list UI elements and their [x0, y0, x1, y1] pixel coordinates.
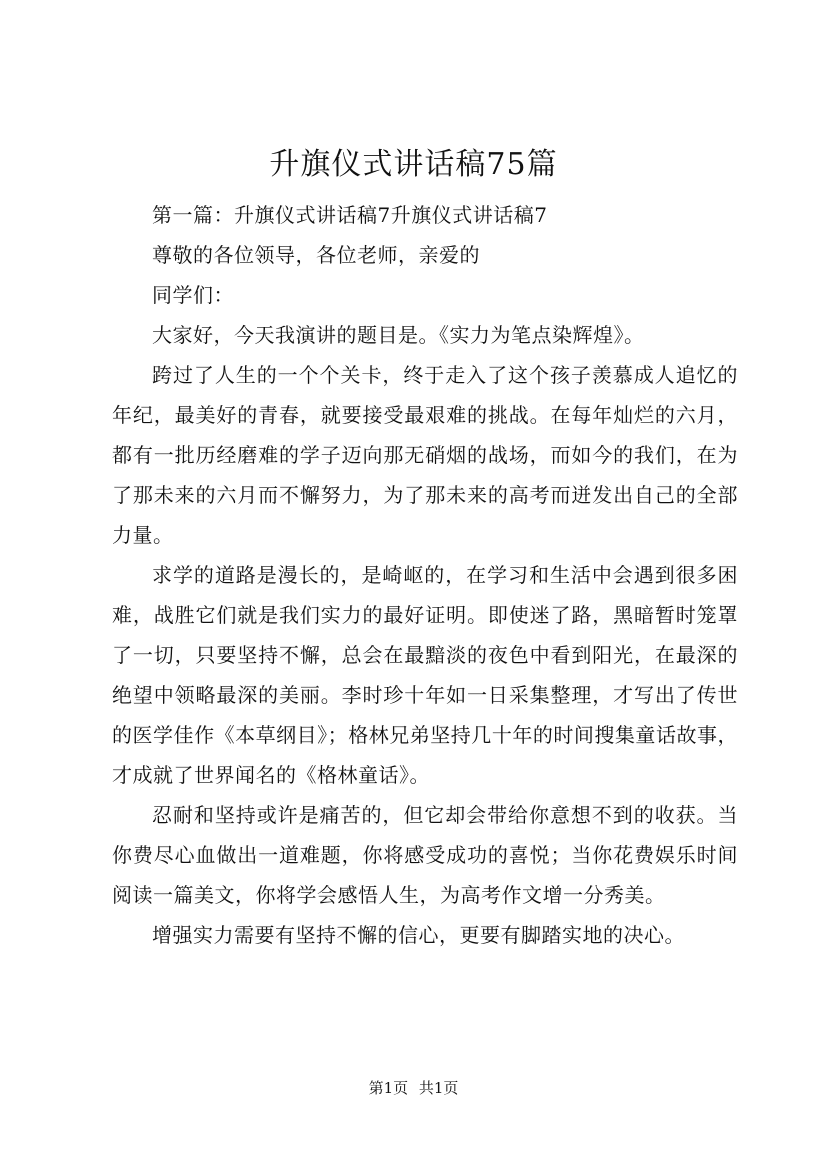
document-title: 升旗仪式讲话稿75篇	[269, 147, 558, 182]
section-heading: 第一篇：升旗仪式讲话稿7升旗仪式讲话稿7	[152, 203, 548, 227]
page-footer	[0, 1078, 827, 1098]
paragraph: 增强实力需要有坚持不懈的信心，更要有脚踏实地的决心。	[152, 923, 685, 947]
salutation-line: 尊敬的各位领导，各位老师，亲爱的	[152, 243, 480, 267]
speech-intro: 大家好，今天我演讲的题目是。《实力为笔点染辉煌》。	[152, 323, 645, 347]
paragraph: 求学的道路是漫长的，是崎岖的，在学习和生活中会遇到很多困难，战胜它们就是我们实力的最好证明。即使迷了路，黑暗暂时笼罩了一切，只要坚持不懈，总会在最黯淡的夜色中看到阳光，在最深的绝望中领略最深的美丽。李时珍十年如一日采集整理，才写出了传世的医学佳作《本草纲目》；格林兄弟坚持几十年的时间搜集童话故事，才成就了世界闻名的《格林童话》。	[112, 563, 738, 787]
paragraph: 忍耐和坚持或许是痛苦的，但它却会带给你意想不到的收获。当你费尽心血做出一道难题，你将感受成功的喜悦；当你花费娱乐时间阅读一篇美文，你将学会感悟人生，为高考作文增一分秀美。	[112, 803, 738, 907]
salutation-line-continued: 同学们：	[152, 283, 234, 307]
page-number: 第1页	[368, 1079, 409, 1097]
paragraph: 跨过了人生的一个个关卡，终于走入了这个孩子羡慕成人追忆的年纪，最美好的青春，就要接受最艰难的挑战。在每年灿烂的六月，都有一批历经磨难的学子迈向那无硝烟的战场，而如今的我们，在为了那未来的六月而不懈努力，为了那未来的高考而迸发出自己的全部力量。	[112, 363, 738, 547]
page-total: 共1页	[418, 1079, 459, 1097]
document-body	[112, 195, 738, 955]
